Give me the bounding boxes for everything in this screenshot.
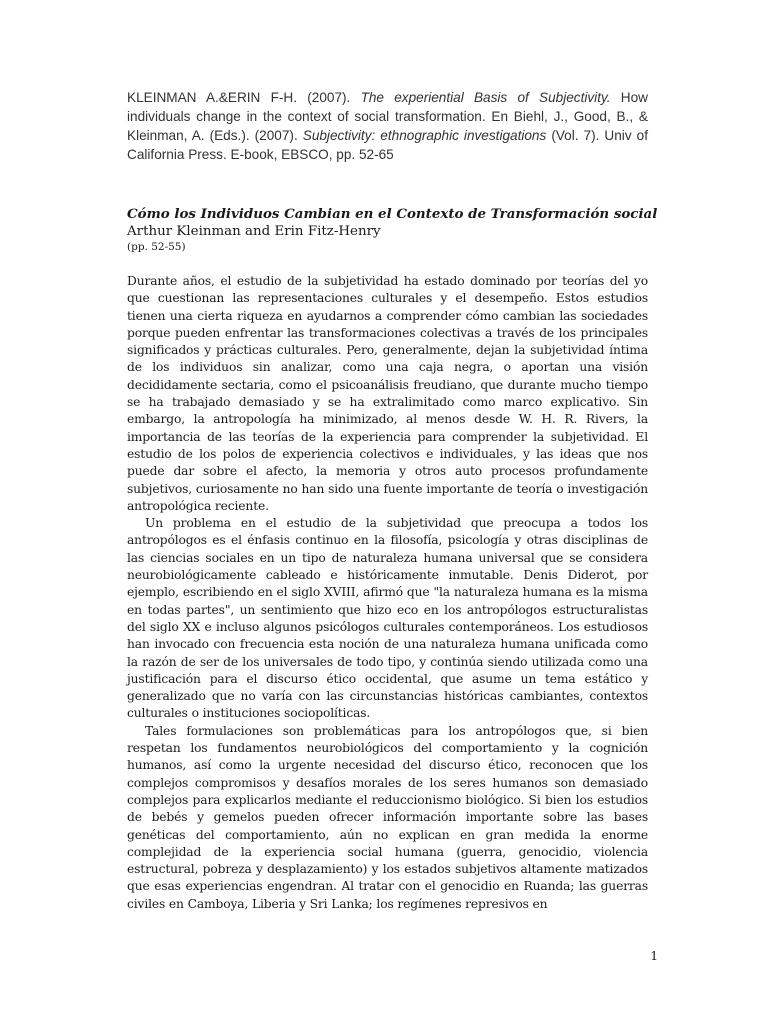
page-number: 1 bbox=[650, 949, 658, 963]
body-text bbox=[127, 273, 648, 913]
citation-editors: How individuals change in the context of social transformation. En Biehl, J., Good, B., & Kleinman, A. (Eds.). (2007). bbox=[127, 90, 648, 143]
article-authors: Arthur Kleinman and Erin Fitz-Henry bbox=[127, 224, 381, 239]
citation-chapter-title: The experiential Basis of Subjectivity. bbox=[360, 90, 611, 105]
article-title: Cómo los Individuos Cambian en el Contexto de Transformación social bbox=[127, 206, 658, 222]
paragraph: Durante años, el estudio de la subjetividad ha estado dominado por teorías del yo que cuestionan las representaciones culturales y el desempeño. Estos estudios tienen una cierta riqueza en ayudarnos a comprender cómo cambian las sociedades porque pueden enfrentar las transformaciones colectivas a través de los principales significados y prácticas culturales. Pero, generalmente, dejan la subjetividad íntima de los individuos sin analizar, como una caja negra, o aportan una visión decididamente sectaria, como el psicoanálisis freudiano, que durante mucho tiempo se ha trabajado demasiado y se ha extralimitado como marco explicativo. Sin embargo, la antropología ha minimizado, al menos desde W. H. R. Rivers, la importancia de las teorías de la experiencia para comprender la subjetividad. El estudio de los polos de experiencia colectivos e individuales, y las ideas que nos puede dar sobre el afecto, la memoria y otros auto procesos profundamente subjetivos, curiosamente no han sido una fuente importante de teoría o investigación antropológica reciente. bbox=[127, 274, 648, 513]
paragraph: Un problema en el estudio de la subjetividad que preocupa a todos los antropólogos es el énfasis continuo en la filosofía, psicología y otras disciplinas de las ciencias sociales en un tipo de naturaleza humana universal que se considera neurobiológicamente cableado e históricamente inmutable. Denis Diderot, por ejemplo, escribiendo en el siglo XVIII, afirmó que "la naturaleza humana es la misma en todas partes", un sentimiento que hizo eco en los antropólogos estructuralistas del siglo XX e incluso algunos psicólogos culturales contemporáneos. Los estudiosos han invocado con frecuencia esta noción de una naturaleza humana unificada como la razón de ser de los universales de todo tipo, y continúa siendo utilizada como una justificación para el discurso ético occidental, que asume un tema estático y generalizado que no varía con las circunstancias históricas cambiantes, contextos culturales o instituciones sociopolíticas. bbox=[127, 516, 648, 721]
citation-book-title: Subjectivity: ethnographic investigations bbox=[302, 128, 547, 143]
citation-publisher: (Vol. 7). Univ of California Press. E-book, EBSCO, pp. 52-65 bbox=[127, 128, 648, 162]
citation-authors-year: KLEINMAN A.&ERIN F-H. (2007). bbox=[127, 90, 361, 105]
paragraph: Tales formulaciones son problemáticas para los antropólogos que, si bien respetan los fundamentos neurobiológicos del comportamiento y la cognición humanos, así como la urgente necesidad del discurso ético, reconocen que los complejos compromisos y desafíos morales de los seres humanos son demasiado complejos para explicarlos mediante el reduccionismo biológico. Si bien los estudios de bebés y gemelos pueden ofrecer información importante sobre las bases genéticas del comportamiento, aún no explican en gran medida la enorme complejidad de la experiencia social humana (guerra, genocidio, violencia estructural, pobreza y desplazamiento) y los estados subjetivos altamente matizados que esas experiencias engendran. Al tratar con el genocidio en Ruanda; las guerras civiles en Camboya, Liberia y Sri Lanka; los regímenes represivos en bbox=[127, 723, 648, 911]
article-header bbox=[127, 205, 658, 255]
article-page-range: (pp. 52-55) bbox=[127, 241, 186, 253]
bibliographic-citation bbox=[127, 88, 648, 164]
